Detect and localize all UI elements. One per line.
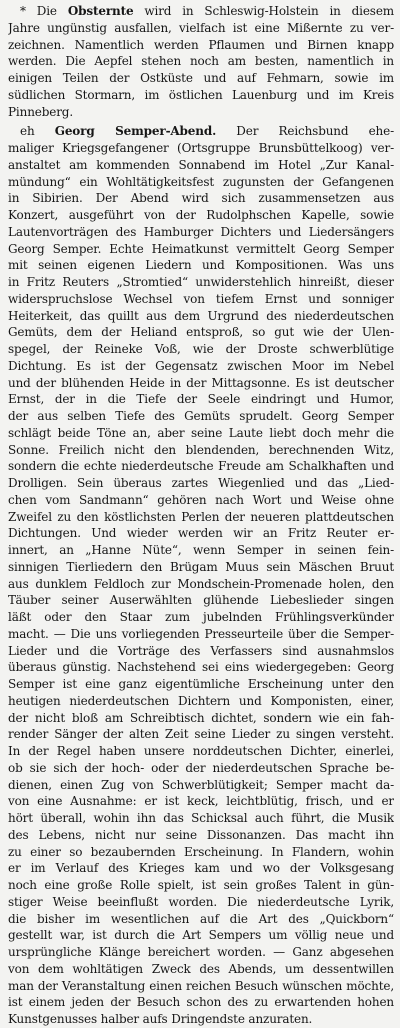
line-rest: Der Reichsbund ehe- xyxy=(216,124,394,139)
text-line: Lieder und die Vorträge des Verfassers sind ausnahmslos xyxy=(8,643,394,658)
text-line: des Lebens, nicht nur seine Dissonanzen. Das macht ihn xyxy=(8,827,394,842)
text-line: Pinneberg. xyxy=(8,104,73,119)
text-line: der nicht bloß am Schreibtisch dichtet, sondern wie ein fah- xyxy=(8,710,394,725)
text-line: aus dunklem Feldloch zur Mondschein-Promenade holen, den xyxy=(8,576,394,591)
text-line: In der Regel haben unsere norddeutschen Dichter, einerlei, xyxy=(8,744,394,758)
text-line: gestellt war, ist durch die Art Sempers um völlig neue und xyxy=(8,928,394,943)
text-line: Gemüts, dem der Heliand entsproß, so gut wie der Ulen- xyxy=(8,325,394,340)
text-line: in Sibirien. Der Abend wird sich zusammensetzen aus xyxy=(8,191,394,206)
text-line: Jahre ungünstig ausfallen, vielfach ist eine Mißernte zu ver- xyxy=(8,20,394,35)
text-line: zeichnen. Namentlich werden Pflaumen und Birnen knapp xyxy=(8,37,394,52)
text-line: spegel, der Reineke Voß, wie der Droste schwerblütige xyxy=(8,342,394,356)
text-line: die bisher im wesentlichen auf die Art des „Quickborn“ xyxy=(8,911,394,926)
text-line: schlägt beide Töne an, aber seine Laute liebt doch mehr die xyxy=(8,425,394,440)
text-line: überaus günstig. Nachstehend sei eins wiedergegeben: Georg xyxy=(8,660,394,675)
text-line: sondern die echte niederdeutsche Freude am Schalkhaften und xyxy=(8,459,394,474)
text-line: widerspruchslose Wechsel von tiefem Ernst und sonniger xyxy=(8,291,394,306)
text-line: zu einer so bezaubernden Erscheinung. In Flandern, wohin xyxy=(8,844,394,859)
text-line: Kunstgenusses halber aufs Dringendste anzuraten. xyxy=(8,1012,313,1026)
text-line: von dem wohltätigen Zweck des Abends, um dessentwillen xyxy=(8,961,394,976)
text-line: innert, an „Hanne Nüte“, wenn Semper in seinen fein- xyxy=(8,543,394,557)
line-lead: eh xyxy=(20,124,55,139)
text-line: läßt oder den Staar zum jubelnden Frühlingsverkünder xyxy=(8,610,394,624)
text-line: Konzert, ausgeführt von der Rudolphschen Kapelle, sowie xyxy=(8,208,394,222)
text-line: macht. — Die uns vorliegenden Presseurteile über die Semper- xyxy=(8,626,394,641)
text-line: ist einem jeden der Besuch schon des zu erwartenden hohen xyxy=(8,995,394,1010)
text-line: Dichtung. Es ist der Gegensatz zwischen Moor im Nebel xyxy=(8,358,394,373)
text-line: anstaltet am kommenden Sonnabend im Hotel „Zur Kanal- xyxy=(8,157,394,172)
text-line: einigen Teilen der Ostküste und auf Fehmarn, sowie im xyxy=(8,71,394,85)
text-line: heutigen niederdeutschen Dichtern und Komponisten, einer, xyxy=(8,693,394,708)
article-semper-abend xyxy=(8,123,394,1028)
text-line: Ernst, der in die Tiefe der Seele eindringt und Humor, xyxy=(8,392,394,407)
text-line: und der blühenden Heide in der Mittagsonne. Es ist deutscher xyxy=(8,375,394,390)
text-line: hört überall, wohin ihn das Schicksal auch führt, die Musik xyxy=(8,811,394,825)
text-line: noch eine große Rolle spielt, ist sein großes Talent in gün- xyxy=(8,878,394,892)
text-line: Zweifel zu den köstlichsten Perlen der neueren plattdeutschen xyxy=(8,509,394,524)
text-line: südlichen Stormarn, im östlichen Lauenburg und im Kreis xyxy=(8,87,394,102)
text-line: der aus selben Tiefe des Gemüts sprudelt. Georg Semper xyxy=(8,409,394,423)
text-line: werden. Die Aepfel stehen noch am besten, namentlich in xyxy=(8,54,394,69)
line-rest: wird in Schleswig-Holstein in diesem xyxy=(133,4,394,18)
text-line: sinnigen Tierliedern den Brügam Muus sein Mäschen Bruut xyxy=(8,559,394,574)
text-line xyxy=(8,3,394,20)
text-line: Georg Semper. Echte Heimatkunst vermittelt Georg Semper xyxy=(8,241,394,256)
text-line: Sonne. Freilich nicht den blendenden, berechnenden Witz, xyxy=(8,442,394,457)
text-line: Täuber seiner Auserwählten glühende Liebeslieder singen xyxy=(8,593,394,608)
text-line: Heiterkeit, das quillt aus dem Urgrund des niederdeutschen xyxy=(8,308,394,323)
text-line: maliger Kriegsgefangener (Ortsgruppe Brunsbüttelkoog) ver- xyxy=(8,141,394,155)
text-line: ob sie sich der hoch- oder der niederdeutschen Sprache be- xyxy=(8,760,394,775)
text-line: Drolligen. Sein überaus zartes Wiegenlied und das „Lied- xyxy=(8,476,394,490)
headline-keyword: Georg Semper-Abend. xyxy=(54,124,217,139)
headline-keyword: Obsternte xyxy=(67,4,134,18)
text-line: er im Verlauf des Krieges kam und wo der Volksgesang xyxy=(8,861,394,876)
text-line xyxy=(8,123,394,140)
text-line: Semper ist eine ganz eigentümliche Erscheinung unter den xyxy=(8,677,394,691)
article-obsternte xyxy=(8,3,394,120)
text-line: dienen, einen Zug von Schwerblütigkeit; Semper macht da- xyxy=(8,777,394,792)
line-lead: * Die xyxy=(20,4,68,18)
text-line: ursprüngliche Klänge bereichert worden. — Ganz abgesehen xyxy=(8,945,394,959)
text-line: von eine Ausnahme: er ist keck, leichtblütig, frisch, und er xyxy=(8,794,394,809)
text-line: mündung“ ein Wohltätigkeitsfest zugunsten der Gefangenen xyxy=(8,174,394,189)
text-line: man der Veranstaltung einen reichen Besuch wünschen möchte, xyxy=(8,978,394,993)
text-line: mit seinen eigenen Liedern und Kompositionen. Was uns xyxy=(8,258,394,273)
text-line: Dichtungen. Und wieder werden wir an Fritz Reuter er- xyxy=(8,526,394,541)
text-line: stiger Weise beeinflußt worden. Die niederdeutsche Lyrik, xyxy=(8,894,394,909)
text-line: render Sänger der alten Zeit seine Lieder zu singen versteht. xyxy=(8,727,394,742)
text-line: Lautenvorträgen des Hamburger Dichters und Liedersängers xyxy=(8,224,394,239)
text-line: in Fritz Reuters „Stromtied“ unwiderstehlich hinreißt, dieser xyxy=(8,275,394,289)
text-line: chen vom Sandmann“ gehören nach Wort und Weise ohne xyxy=(8,492,394,507)
